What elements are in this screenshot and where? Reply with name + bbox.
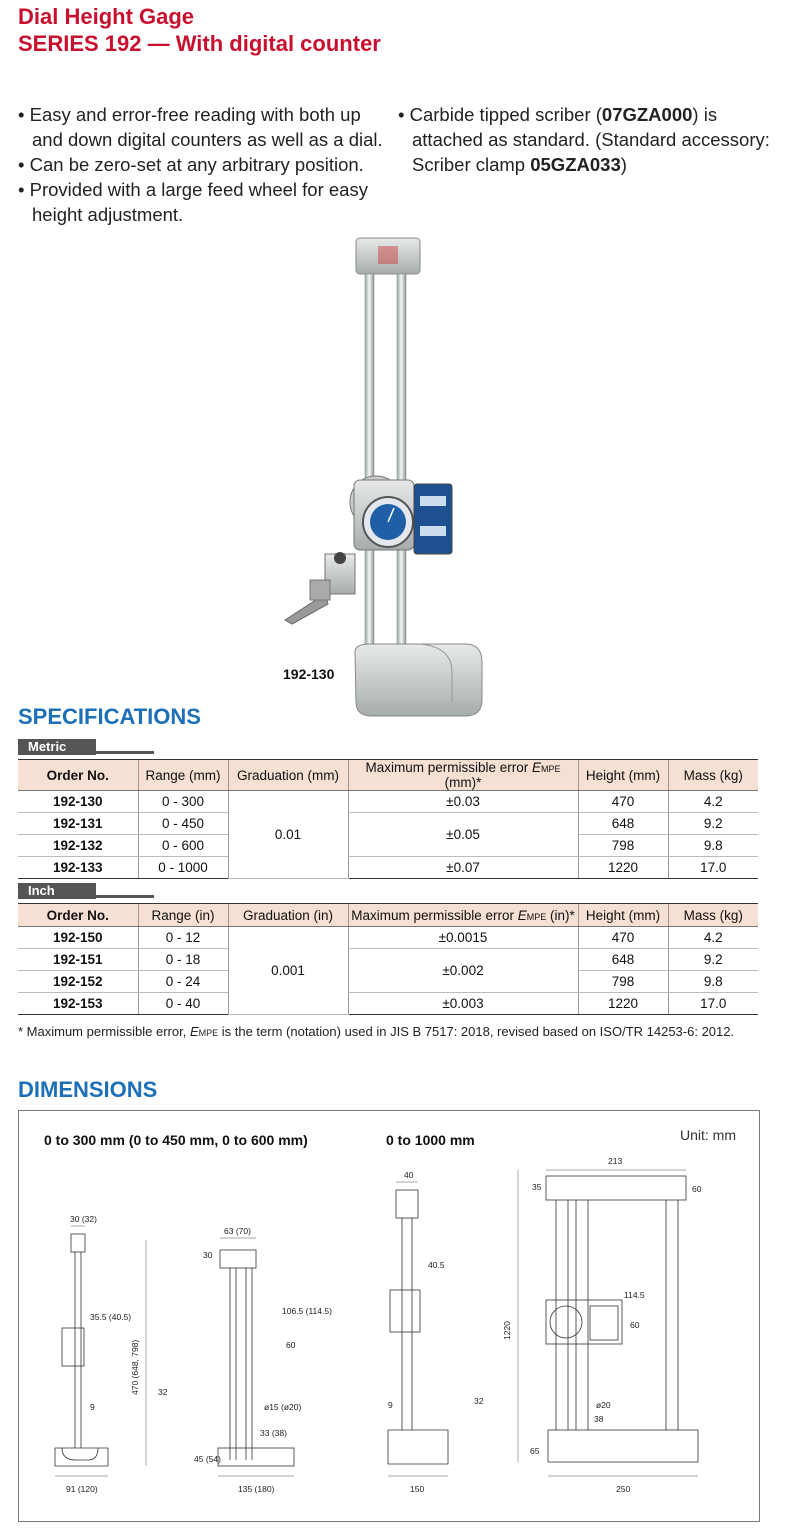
unit-label: Unit: mm [680,1127,736,1143]
col-max-error: Maximum permissible error EMPE (mm)* [348,760,578,791]
dim-label: 250 [616,1484,631,1494]
dim-label: 60 [286,1340,296,1350]
dim-label: 106.5 (114.5) [282,1306,332,1316]
dim-label: 150 [410,1484,425,1494]
dim-label: 40 [404,1170,414,1180]
feature-item: • Easy and error-free reading with both up and down digital counters as well as a dial. [18,102,388,152]
dim-heading-large: 0 to 1000 mm [386,1132,475,1148]
feature-item-scriber: • Carbide tipped scriber (07GZA000) is attached as standard. (Standard accessory: Scriber clamp 05GZA033) [398,102,778,177]
inch-spec-table [18,903,758,1015]
col-mass: Mass (kg) [668,760,758,791]
clamp-code: 05GZA033 [530,154,621,175]
product-photo [270,232,500,722]
feature-item: • Can be zero-set at any arbitrary position. [18,152,388,177]
photo-model-label: 192-130 [283,666,335,682]
dim-label: 9 [388,1400,393,1410]
page-subtitle: SERIES 192 — With digital counter [18,31,381,56]
dim-label: 38 [594,1414,604,1424]
col-max-error: Maximum permissible error EMPE (in)* [348,904,578,927]
col-height: Height (mm) [578,904,668,927]
dim-label: 35 [532,1182,542,1192]
dim-label: 470 (648, 798) [130,1339,140,1395]
metric-tab-label: Metric [18,739,96,755]
dim-heading-small: 0 to 300 mm (0 to 450 mm, 0 to 600 mm) [44,1132,308,1148]
dim-label: 35.5 (40.5) [90,1312,132,1322]
feature-item: • Provided with a large feed wheel for easy height adjustment. [18,177,388,227]
dim-label: 60 [630,1320,640,1330]
dimensions-heading: DIMENSIONS [18,1077,158,1102]
dim-label: 32 [474,1396,484,1406]
table-row: 192-153 0 - 40 ±0.003 1220 17.0 [18,993,758,1015]
metric-tab [18,739,136,755]
dim-label: 114.5 [624,1290,645,1300]
table-row: 192-131 0 - 450 ±0.05 648 9.2 [18,813,758,835]
table-header-row [18,760,758,791]
feature-list-left [18,102,388,227]
dim-label: 45 (54) [194,1454,221,1464]
dim-label: 91 (120) [66,1484,98,1494]
col-graduation: Graduation (mm) [228,760,348,791]
dim-label: 1220 [502,1321,512,1340]
col-order-no: Order No. [18,760,138,791]
dim-label: 213 [608,1156,623,1166]
dim-label: ø20 [596,1400,611,1410]
dim-label: ø15 (ø20) [264,1402,302,1412]
dim-label: 9 [90,1402,95,1412]
dim-label: 32 [158,1387,168,1397]
feature-list-right [398,102,778,177]
table-row: 192-151 0 - 18 ±0.002 648 9.2 [18,949,758,971]
dim-label: 30 (32) [70,1214,97,1224]
col-graduation: Graduation (in) [228,904,348,927]
scriber-code: 07GZA000 [601,104,693,125]
dim-label: 135 (180) [238,1484,275,1494]
table-row: 192-152 0 - 24 798 9.8 [18,971,758,993]
col-range: Range (in) [138,904,228,927]
table-row: 192-133 0 - 1000 ±0.07 1220 17.0 [18,857,758,879]
dim-label: 60 [692,1184,702,1194]
dim-label: 33 (38) [260,1428,287,1438]
table-row: 192-130 0 - 300 0.01 ±0.03 470 4.2 [18,791,758,813]
inch-tab-label: Inch [18,883,96,899]
metric-spec-table [18,759,758,879]
dimension-drawings [18,1110,758,1520]
inch-tab [18,883,136,899]
dim-label: 63 (70) [224,1226,251,1236]
page-title: Dial Height Gage [18,4,195,29]
dim-label: 40.5 [428,1260,445,1270]
dim-label: 65 [530,1446,540,1456]
table-row: 192-150 0 - 12 0.001 ±0.0015 470 4.2 [18,927,758,949]
mpe-footnote: * Maximum permissible error, EMPE is the term (notation) used in JIS B 7517: 2018, revised based on ISO/TR 14253-6: 2012. [18,1024,735,1039]
table-header-row [18,904,758,927]
col-range: Range (mm) [138,760,228,791]
col-mass: Mass (kg) [668,904,758,927]
specifications-heading: SPECIFICATIONS [18,704,201,729]
table-row: 192-132 0 - 600 798 9.8 [18,835,758,857]
col-order-no: Order No. [18,904,138,927]
col-height: Height (mm) [578,760,668,791]
dim-label: 30 [203,1250,213,1260]
